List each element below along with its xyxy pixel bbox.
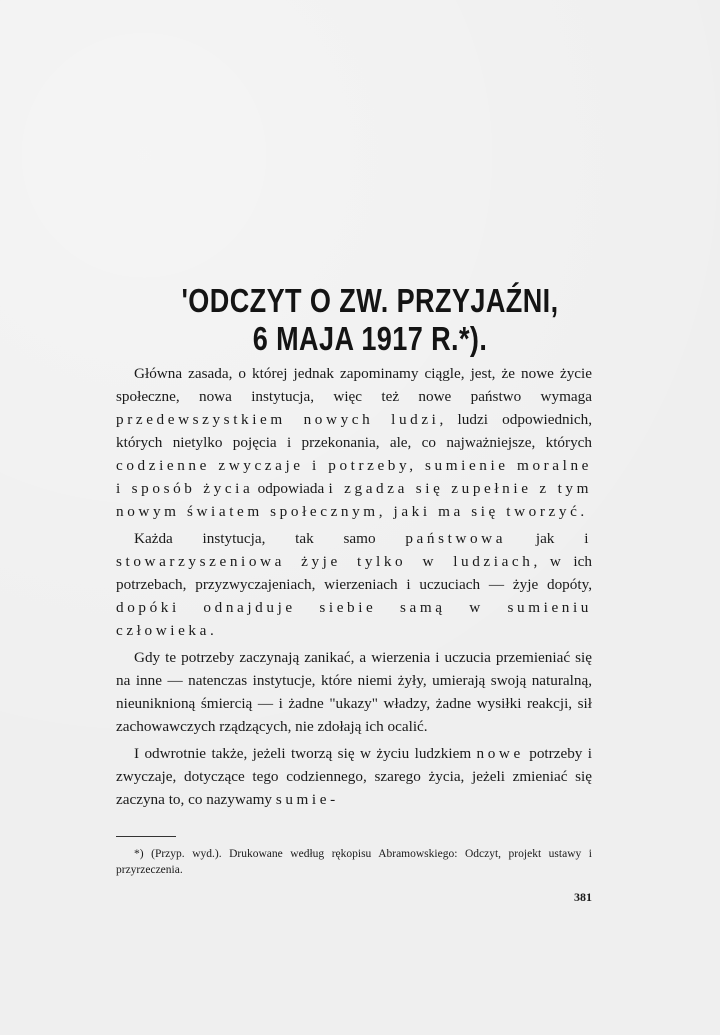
page-number: 381 bbox=[574, 890, 592, 904]
footnote: *) (Przyp. wyd.). Drukowane według rękopisu Abramowskiego: Odczyt, projekt ustawy i przyrzeczenia. bbox=[116, 848, 592, 876]
paragraph bbox=[116, 742, 592, 811]
spaced-emphasis: dopóki odnajduje siebie samą w sumieniu człowieka bbox=[116, 599, 592, 639]
text-run: , ludzi odpowiednich, których nietylko pojęcia i przekonania, ale, co najważniejsze, których bbox=[116, 411, 592, 451]
text-run: potrzeby i zwyczaje, dotyczące tego codziennego, szarego życia, jeżeli zmieniać się zaczyna to, co nazywamy bbox=[116, 745, 593, 808]
body-text bbox=[116, 362, 592, 815]
spaced-emphasis: i zgadza się zupełnie z tym nowym światem społecznym, jaki ma się tworzyć bbox=[116, 480, 592, 520]
spaced-emphasis: codzienne zwyczaje i potrzeby, sumienie moralne i sposób życia bbox=[116, 457, 592, 497]
title-line-1: 'ODCZYT O ZW. PRZYJAŹNI, bbox=[181, 282, 559, 319]
text-run: . bbox=[580, 503, 585, 520]
spaced-emphasis: sumie- bbox=[275, 791, 339, 808]
spaced-emphasis: nowe bbox=[476, 745, 524, 762]
paragraph bbox=[116, 527, 592, 642]
text-run: odpowiada bbox=[253, 480, 329, 497]
page-title bbox=[149, 282, 592, 358]
paragraph bbox=[116, 362, 592, 523]
spaced-emphasis: przedewszystkiem nowych ludzi bbox=[116, 411, 440, 428]
text-run: jak bbox=[506, 530, 585, 547]
footnote-divider bbox=[116, 836, 176, 837]
paragraph bbox=[116, 646, 592, 738]
text-run: Każda instytucja, tak samo bbox=[134, 530, 406, 547]
title-line-2: 6 MAJA 1917 R.*). bbox=[252, 320, 488, 357]
text-run: Główna zasada, o której jednak zapominamy ciągle, jest, że nowe życie społeczne, nowa instytucja, więc też nowe państwo wymaga bbox=[116, 365, 592, 405]
spaced-emphasis: państwowa bbox=[405, 530, 507, 547]
spaced-emphasis: i stowarzyszeniowa żyje tylko w ludziach bbox=[116, 530, 593, 570]
text-run: . bbox=[209, 622, 214, 639]
text-run: Gdy te potrzeby zaczynają zanikać, a wierzenia i uczucia przemieniać się na inne — natenczas instytucje, które niemi żyły, umierają swoją naturalną, nieuniknioną śmiercią — i żadne "ukazy" władzy, żadne wysiłki reakcji, sił zachowawczych rządzących, nie zdołają ich ocalić. bbox=[116, 649, 592, 735]
text-run: I odwrotnie także, jeżeli tworzą się w życiu ludzkiem bbox=[134, 745, 477, 762]
text-run: , w ich potrzebach, przyzwyczajeniach, wierzeniach i uczuciach — żyje dopóty, bbox=[116, 553, 592, 593]
